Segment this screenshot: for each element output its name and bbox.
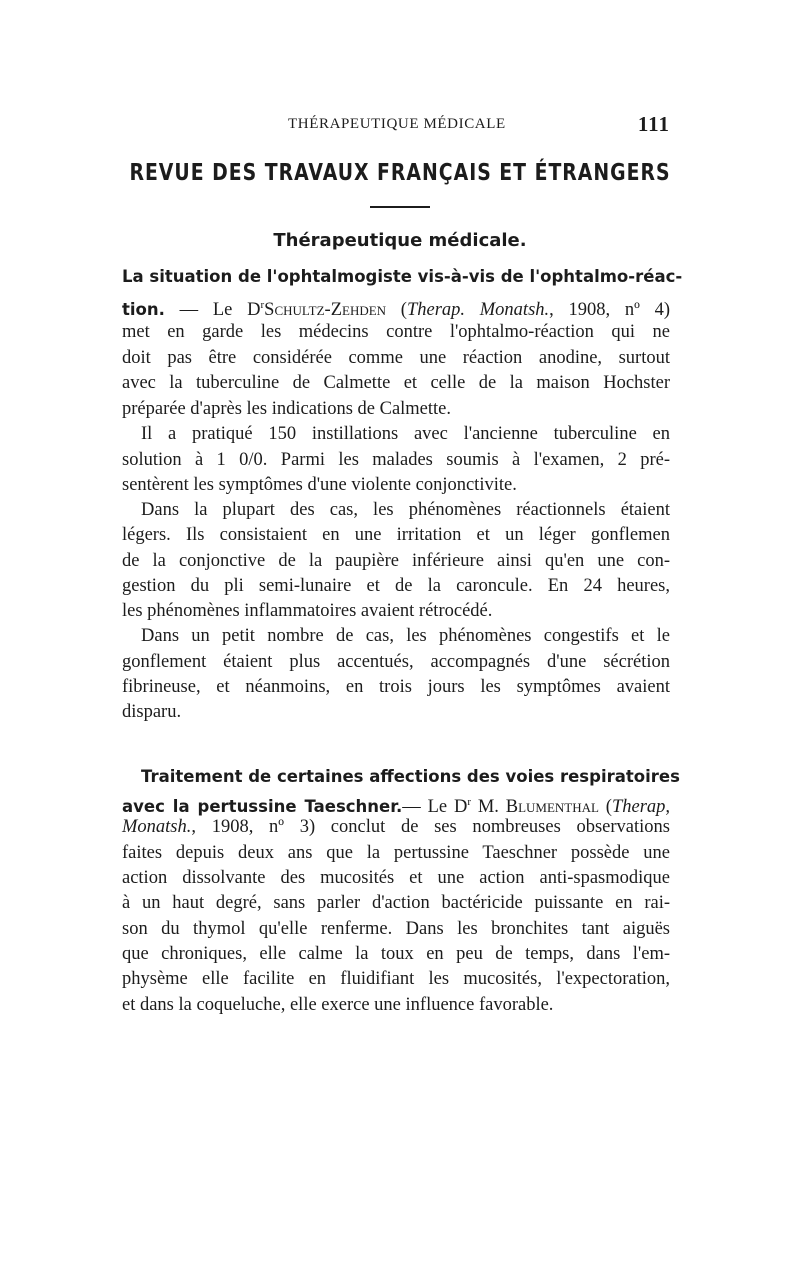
article2-line: avec la pertussine Taeschner.— Le $D^r$ M. Blumenthal (Therap, [122,796,671,818]
article2-line: à un haut degré, sans parler d'action bactéricide puissante en rai- [122,893,670,913]
article1-author: Schultz-Zehden [264,300,387,321]
article1-line: Dans un petit nombre de cas, les phénomènes congestifs et le [141,626,670,646]
article1-line: disparu. [122,702,182,722]
article1-journal: Therap. Monatsh. [406,300,550,321]
article2-author: Blumenthal [505,797,599,818]
article2-journal: Therap, [611,797,671,818]
article2-line: action dissolvante des mucosités et une action anti-spasmodique [122,868,670,888]
running-head [110,112,670,142]
article2-line: et dans la coqueluche, elle exerce une influence favorable. [122,995,554,1015]
article1-line: légers. Ils consistaient en une irritation et un léger gonflemen [122,525,670,545]
article1-title-end: tion. [122,300,165,320]
title-divider [370,206,430,208]
article1-line: tion. — Le $D^rSchultz$-Zehden (Therap. Monatsh., 1908, nº 4) [122,299,670,321]
article2-line: faites depuis deux ans que la pertussine Taeschner possède une [122,843,670,863]
running-title: THÉRAPEUTIQUE MÉDICALE [288,116,506,132]
article1-line: gonflement étaient plus accentués, accompagnés d'une sécrétion [122,652,670,672]
article2-line: que chroniques, elle calme la toux en peu de temps, dans l'em- [122,944,670,964]
article1-line: sentèrent les symptômes d'une violente conjonctivite. [122,475,517,495]
article2-line: son du thymol qu'elle renferme. Dans les bronchites tant aiguës [122,919,670,939]
article1-line: de la conjonctive de la paupière inférieure ainsi qu'en une con- [122,551,670,571]
article2-line [141,765,680,789]
subheading: Thérapeutique médicale. [273,230,527,251]
section-title: REVUE DES TRAVAUX FRANÇAIS ET ÉTRANGERS [129,160,671,186]
article2-title: Traitement de certaines affections des voies respiratoires [141,767,680,786]
article2-title-end: avec la pertussine Taeschner. [122,797,403,817]
page-number: 111 [637,112,670,136]
article2-line: Monatsh., 1908, nº 3) conclut de ses nombreuses observations [122,817,670,837]
article1-line: les phénomènes inflammatoires avaient rétrocédé. [122,601,493,621]
article1-line: met en garde les médecins contre l'ophtalmo-réaction qui ne [122,322,670,342]
article1-line: doit pas être considérée comme une réaction anodine, surtout [122,348,670,368]
article1-title: La situation de l'ophtalmogiste vis-à-vis de l'ophtalmo-réac- [122,267,683,286]
article1-line [122,265,683,289]
article1-line: solution à 1 0/0. Parmi les malades soumis à l'examen, 2 pré- [122,450,670,470]
article1-line: préparée d'après les indications de Calmette. [122,399,452,419]
article1-line: Dans la plupart des cas, les phénomènes réactionnels étaient [141,500,670,520]
article1-line: avec la tuberculine de Calmette et celle de la maison Hochster [122,373,670,393]
article1-line: gestion du pli semi-lunaire et de la caroncule. En 24 heures, [122,576,670,596]
article1-line: fibrineuse, et néanmoins, en trois jours les symptômes avaient [122,677,670,697]
article1-line: Il a pratiqué 150 instillations avec l'ancienne tuberculine en [141,424,670,444]
article2-line: physème elle facilite en fluidifiant les mucosités, l'expectoration, [122,969,670,989]
